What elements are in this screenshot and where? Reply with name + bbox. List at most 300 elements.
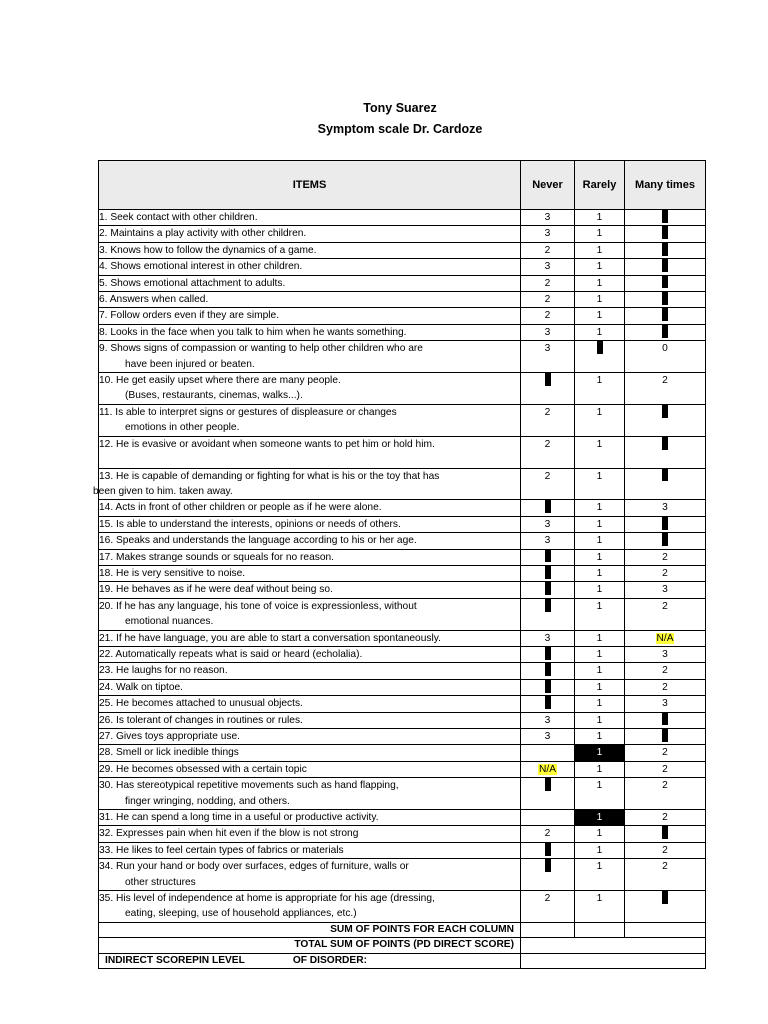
item-line: 12. He is evasive or avoidant when someone wants to pet him or hold him.: [99, 438, 435, 450]
cell-rarely: [575, 549, 625, 565]
item-line: 1. Seek contact with other children.: [99, 212, 258, 223]
cell-value: 3: [544, 261, 551, 273]
cell-rarely: [575, 259, 625, 275]
filled-mark: [545, 680, 551, 693]
cell-many: [625, 500, 706, 516]
cell-many: [625, 598, 706, 630]
cell-value: 1: [596, 294, 603, 306]
cell-rarely: [575, 292, 625, 308]
item-text: [99, 679, 521, 695]
cell-rarely: [575, 630, 625, 646]
item-line: 32. Expresses pain when hit even if the blow is not strong: [99, 828, 359, 840]
cell-many: [625, 533, 706, 549]
symptom-scale-table: [93, 160, 706, 969]
cell-value: 1: [596, 665, 603, 677]
filled-mark: [545, 566, 551, 579]
item-line: 13. He is capable of demanding or fighting for what is his or the toy that has: [99, 470, 440, 482]
cell-value: 2: [662, 747, 668, 759]
table-row: [99, 826, 706, 842]
cell-value: 3: [544, 535, 551, 547]
cell-many: [625, 712, 706, 728]
indirect-label: INDIRECT SCOREPIN LEVEL: [105, 954, 245, 966]
item-line-continued: emotional nuances.: [125, 616, 214, 628]
item-line: 5. Shows emotional attachment to adults.: [99, 277, 286, 289]
cell-rarely: [575, 275, 625, 291]
table-row: [99, 679, 706, 695]
cell-never: [521, 533, 575, 549]
cell-value: 1: [596, 375, 603, 387]
item-line: 27. Gives toys appropriate use.: [99, 731, 241, 742]
filled-mark: [597, 341, 603, 354]
item-line-continued: (Buses, restaurants, cinemas, walks...).: [125, 390, 303, 402]
cell-never: [521, 663, 575, 679]
table-row: [99, 549, 706, 565]
cell-value: 1: [596, 763, 603, 775]
item-line-continued: have been injured or beaten.: [125, 358, 255, 370]
item-line: 31. He can spend a long time in a useful or productive activity.: [99, 812, 379, 824]
sum-label: SUM OF POINTS FOR EACH COLUMN: [99, 922, 521, 938]
cell-value: 1: [596, 228, 603, 240]
item-text: [99, 842, 521, 858]
cell-many: [625, 729, 706, 745]
item-text: [99, 500, 521, 516]
table-row: [99, 259, 706, 275]
cell-rarely: [575, 859, 625, 891]
cell-never: [521, 679, 575, 695]
filled-mark: [662, 275, 668, 288]
cell-value: 1: [596, 780, 603, 792]
cell-value: 1: [596, 438, 603, 450]
header-never: Never: [521, 161, 575, 210]
cell-rarely: [575, 598, 625, 630]
cell-many: [625, 404, 706, 436]
table-row: [99, 516, 706, 532]
cell-rarely: [575, 810, 625, 826]
cell-value: 2: [662, 600, 668, 612]
item-text: [99, 516, 521, 532]
filled-mark: [662, 292, 668, 305]
cell-never: [521, 373, 575, 405]
table-row: [99, 598, 706, 630]
item-text: [99, 859, 521, 891]
item-line: 15. Is able to understand the interests, opinions or needs of others.: [99, 518, 401, 530]
filled-mark: [545, 582, 551, 595]
table-row: [99, 565, 706, 581]
cell-value: 3: [544, 343, 551, 355]
cell-value: 2: [544, 310, 551, 322]
cell-rarely: [575, 761, 625, 777]
cell-many: [625, 826, 706, 842]
filled-mark: [545, 859, 551, 872]
item-text: [99, 729, 521, 745]
cell-never: [521, 745, 575, 761]
cell-value: 2: [544, 406, 551, 418]
filled-mark: [662, 729, 668, 742]
cell-value: 1: [596, 212, 603, 223]
cell-many: [625, 292, 706, 308]
cell-never: [521, 630, 575, 646]
item-text: [99, 712, 521, 728]
filled-mark: [662, 517, 668, 530]
item-text: [99, 341, 521, 373]
item-line: 10. He get easily upset where there are many people.: [99, 375, 341, 387]
item-text: [99, 292, 521, 308]
filled-mark: [545, 599, 551, 612]
item-line: 2. Maintains a play activity with other children.: [99, 228, 307, 240]
cell-never: [521, 210, 575, 226]
item-line: 22. Automatically repeats what is said or heard (echolalia).: [99, 648, 363, 660]
cell-never: [521, 778, 575, 810]
cell-never: [521, 500, 575, 516]
cell-never: [521, 468, 575, 500]
item-text: [99, 275, 521, 291]
item-text: [99, 436, 521, 468]
sum-row: [99, 922, 706, 938]
total-value-cell: [521, 938, 706, 954]
filled-mark: [545, 663, 551, 676]
cell-many: [625, 582, 706, 598]
cell-never: [521, 549, 575, 565]
cell-value: 1: [596, 470, 603, 482]
total-row: [99, 938, 706, 954]
table-row: [99, 778, 706, 810]
item-line-continued: eating, sleeping, use of household appliances, etc.): [125, 908, 357, 920]
item-line: 9. Shows signs of compassion or wanting to help other children who are: [99, 343, 423, 355]
cell-value: 2: [662, 567, 668, 579]
cell-never: [521, 226, 575, 242]
cell-never: [521, 646, 575, 662]
cell-rarely: [575, 468, 625, 500]
item-line: 3. Knows how to follow the dynamics of a game.: [99, 244, 317, 256]
cell-never: [521, 275, 575, 291]
cell-many: [625, 226, 706, 242]
cell-many: [625, 516, 706, 532]
cell-many: [625, 663, 706, 679]
cell-never: [521, 582, 575, 598]
item-line: 26. Is tolerant of changes in routines or rules.: [99, 714, 303, 726]
cell-many: [625, 275, 706, 291]
table-row: [99, 404, 706, 436]
cell-value: 1: [596, 632, 603, 644]
cell-value: 1: [596, 567, 603, 579]
table-row: [99, 242, 706, 258]
cell-rarely: [575, 226, 625, 242]
item-text: [99, 891, 521, 923]
cell-never: [521, 696, 575, 712]
table-row: [99, 436, 706, 468]
cell-never: [521, 324, 575, 340]
table-row: [99, 533, 706, 549]
table-body: [93, 210, 706, 923]
cell-value: 1: [596, 326, 603, 338]
cell-many: [625, 646, 706, 662]
cell-many: [625, 549, 706, 565]
table-row: [99, 308, 706, 324]
item-line: 34. Run your hand or body over surfaces, edges of furniture, walls or: [99, 861, 409, 873]
patient-name: Tony Suarez: [363, 101, 437, 115]
item-text: [99, 242, 521, 258]
cell-value: 2: [662, 780, 668, 792]
cell-never: [521, 826, 575, 842]
item-text: [99, 761, 521, 777]
cell-value: 3: [544, 731, 551, 742]
cell-never: [521, 341, 575, 373]
table-row: [99, 275, 706, 291]
item-text: [99, 696, 521, 712]
cell-value: 3: [662, 502, 668, 514]
filled-mark: [545, 778, 551, 791]
item-text: [99, 324, 521, 340]
cell-many: [625, 778, 706, 810]
cell-never: [521, 729, 575, 745]
indirect-label-cell: [99, 953, 521, 969]
filled-mark: [662, 891, 668, 904]
filled-mark: [662, 826, 668, 839]
item-line: 30. Has stereotypical repetitive movements such as hand flapping,: [99, 780, 399, 792]
table-row: [99, 500, 706, 516]
cell-value: 3: [662, 584, 668, 596]
item-line: 20. If he has any language, his tone of voice is expressionless, without: [99, 600, 417, 612]
cell-never: [521, 810, 575, 826]
cell-value: 1: [596, 828, 603, 840]
sum-many-cell: [625, 922, 706, 938]
cell-value: 1: [596, 600, 603, 612]
filled-mark: [662, 259, 668, 272]
cell-value: 1: [596, 244, 603, 256]
cell-rarely: [575, 745, 625, 761]
sum-rarely-cell: [575, 922, 625, 938]
item-text: [99, 826, 521, 842]
filled-mark: [662, 468, 668, 481]
cell-value: 3: [544, 228, 551, 240]
filled-mark: [545, 373, 551, 386]
cell-value: 1: [596, 261, 603, 273]
table-footer: [99, 922, 706, 969]
cell-rarely: [575, 826, 625, 842]
item-text: [99, 582, 521, 598]
cell-value: 1: [596, 812, 603, 824]
cell-many: [625, 859, 706, 891]
table-row: [99, 663, 706, 679]
item-line: 4. Shows emotional interest in other children.: [99, 261, 303, 273]
table-row: [99, 341, 706, 373]
cell-many: [625, 565, 706, 581]
cell-many: [625, 842, 706, 858]
filled-mark: [662, 405, 668, 418]
cell-never: [521, 565, 575, 581]
item-text: [99, 549, 521, 565]
cell-many: [625, 891, 706, 923]
filled-mark: [545, 500, 551, 513]
cell-never: [521, 891, 575, 923]
cell-rarely: [575, 516, 625, 532]
filled-mark: [545, 549, 551, 562]
table-row: [99, 842, 706, 858]
item-line: 17. Makes strange sounds or squeals for no reason.: [99, 551, 335, 563]
table-row: [99, 373, 706, 405]
cell-never: [521, 242, 575, 258]
table-row: [99, 630, 706, 646]
cell-rarely: [575, 712, 625, 728]
table-row: [99, 761, 706, 777]
disorder-label: OF DISORDER:: [292, 954, 367, 966]
cell-many: [625, 341, 706, 373]
cell-value: 1: [596, 844, 603, 856]
filled-mark: [545, 647, 551, 660]
scale-title: Symptom scale Dr. Cardoze: [317, 122, 483, 136]
cell-value: 2: [662, 375, 668, 387]
cell-value: 2: [662, 812, 668, 824]
filled-mark: [545, 696, 551, 709]
item-text: [93, 468, 521, 500]
filled-mark: [662, 308, 668, 321]
cell-never: [521, 761, 575, 777]
item-line-continued: finger wringing, nodding, and others.: [125, 795, 290, 807]
item-text: [99, 404, 521, 436]
filled-mark: [545, 843, 551, 856]
item-text: [99, 259, 521, 275]
document-title: [0, 98, 768, 140]
item-text: [99, 778, 521, 810]
item-line-continued: emotions in other people.: [125, 422, 240, 434]
cell-never: [521, 292, 575, 308]
item-text: [99, 646, 521, 662]
item-line: 14. Acts in front of other children or people as if he were alone.: [99, 502, 382, 514]
cell-rarely: [575, 404, 625, 436]
cell-never: [521, 859, 575, 891]
cell-rarely: [575, 696, 625, 712]
cell-many: [625, 436, 706, 468]
cell-value: 2: [544, 294, 551, 306]
cell-rarely: [575, 891, 625, 923]
cell-many: [625, 810, 706, 826]
header-many-times: Many times: [625, 161, 706, 210]
table-row: [99, 226, 706, 242]
item-line: 21. If he have language, you are able to start a conversation spontaneously.: [99, 632, 441, 644]
cell-value: 1: [596, 861, 603, 873]
cell-value: 2: [662, 861, 668, 873]
cell-rarely: [575, 582, 625, 598]
cell-rarely: [575, 679, 625, 695]
cell-value: 1: [596, 310, 603, 322]
sum-never-cell: [521, 922, 575, 938]
cell-value: 1: [596, 731, 603, 742]
cell-many: [625, 630, 706, 646]
cell-many: [625, 468, 706, 500]
cell-rarely: [575, 308, 625, 324]
cell-value: 3: [662, 648, 668, 660]
cell-value: 2: [662, 681, 668, 693]
total-label: TOTAL SUM OF POINTS (PD DIRECT SCORE): [99, 938, 521, 954]
cell-value: 2: [544, 277, 551, 289]
cell-many: [625, 761, 706, 777]
cell-many: [625, 679, 706, 695]
cell-never: [521, 598, 575, 630]
cell-rarely: [575, 341, 625, 373]
item-line: 7. Follow orders even if they are simple.: [99, 310, 280, 322]
cell-rarely: [575, 729, 625, 745]
cell-value: 1: [596, 518, 603, 530]
cell-value: 1: [596, 584, 603, 596]
header-items: ITEMS: [99, 161, 521, 210]
table-row: [99, 810, 706, 826]
cell-value: 2: [662, 844, 668, 856]
cell-value: 2: [662, 665, 668, 677]
cell-value: 3: [544, 632, 551, 644]
cell-value: 2: [662, 763, 668, 775]
table-row: [99, 745, 706, 761]
table-row: [99, 292, 706, 308]
cell-value: 3: [544, 326, 551, 338]
cell-rarely: [575, 436, 625, 468]
item-line: 8. Looks in the face when you talk to him when he wants something.: [99, 326, 407, 338]
table-row: [99, 210, 706, 226]
item-line: 11. Is able to interpret signs or gestures of displeasure or changes: [99, 406, 397, 418]
item-line: 35. His level of independence at home is appropriate for his age (dressing,: [99, 893, 435, 905]
filled-mark: [662, 437, 668, 450]
header-row: [99, 161, 706, 210]
item-text: [99, 598, 521, 630]
filled-mark: [662, 210, 668, 223]
cell-rarely: [575, 565, 625, 581]
item-text: [99, 663, 521, 679]
table-row: [99, 582, 706, 598]
item-line-continued: been given to him. taken away.: [93, 485, 233, 497]
indirect-value-cell: [521, 953, 706, 969]
cell-value: 0: [662, 343, 668, 355]
cell-never: [521, 436, 575, 468]
cell-value: N/A: [656, 632, 674, 644]
table-row: [99, 712, 706, 728]
cell-rarely: [575, 842, 625, 858]
cell-value: 3: [544, 714, 551, 726]
cell-many: [625, 259, 706, 275]
item-line: 29. He becomes obsessed with a certain topic: [99, 763, 307, 775]
cell-rarely: [575, 210, 625, 226]
cell-value: 1: [596, 714, 603, 726]
cell-value: 2: [544, 244, 551, 256]
cell-value: 3: [544, 212, 551, 223]
cell-rarely: [575, 663, 625, 679]
cell-many: [625, 745, 706, 761]
item-line: 18. He is very sensitive to noise.: [99, 567, 246, 579]
table-row: [99, 859, 706, 891]
item-line: 23. He laughs for no reason.: [99, 665, 228, 677]
filled-mark: [662, 533, 668, 546]
cell-many: [625, 696, 706, 712]
item-text: [99, 745, 521, 761]
item-text: [99, 630, 521, 646]
cell-value: 1: [596, 551, 603, 563]
item-line: 28. Smell or lick inedible things: [99, 747, 239, 759]
cell-rarely: [575, 533, 625, 549]
cell-value: 1: [596, 893, 603, 905]
item-line: 24. Walk on tiptoe.: [99, 681, 183, 693]
header-rarely: Rarely: [575, 161, 625, 210]
cell-never: [521, 516, 575, 532]
cell-never: [521, 842, 575, 858]
table-row: [99, 891, 706, 923]
cell-rarely: [575, 778, 625, 810]
cell-value: 1: [596, 698, 603, 710]
item-line: 19. He behaves as if he were deaf without being so.: [99, 584, 333, 596]
cell-many: [625, 210, 706, 226]
cell-many: [625, 373, 706, 405]
cell-many: [625, 242, 706, 258]
item-text: [99, 210, 521, 226]
cell-value: 2: [544, 893, 551, 905]
indirect-row: [99, 953, 706, 969]
